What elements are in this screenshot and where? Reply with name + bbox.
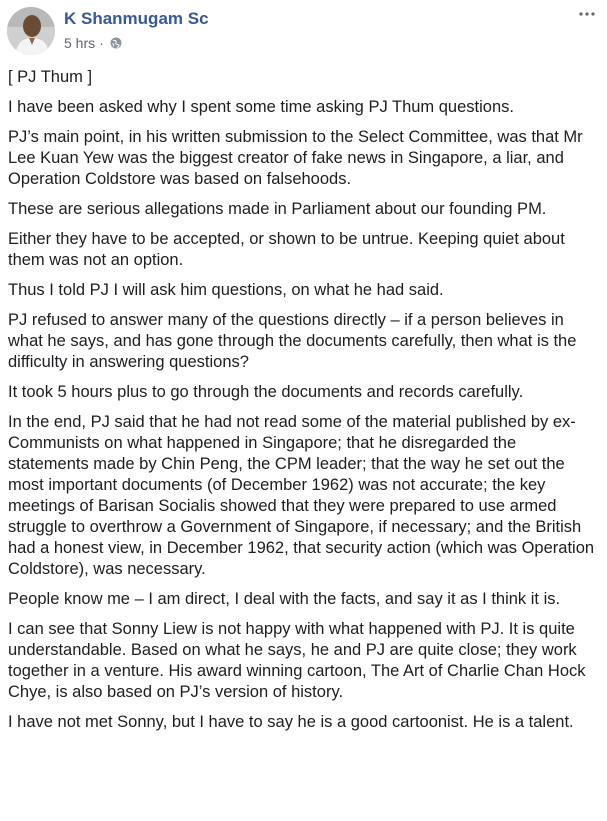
post-body	[8, 67, 600, 742]
post-paragraph: In the end, PJ said that he had not read some of the material published by ex-Communists on what happened in Singapore; that he disregarded the statements made by Chin Peng, the CPM leader; that the way he set out the most important documents (of December 1962) was not accurate; the key meetings of Barisan Socialis showed that they were prepared to use armed struggle to overthrow a Government of Singapore, if necessary; and the British had a honest view, in December 1962, that security action (which was Operation Coldstore), was necessary.	[8, 413, 595, 578]
post-paragraph: It took 5 hours plus to go through the documents and records carefully.	[8, 383, 524, 401]
globe-icon[interactable]	[110, 37, 122, 49]
post-paragraph: I can see that Sonny Liew is not happy with what happened with PJ. It is quite understandable. Based on what he says, he and PJ are quite close; they work together in a venture. His award winning cartoon, The Art of Charlie Chan Hock Chye, is also based on PJ’s version of history.	[8, 620, 586, 701]
post-header	[0, 0, 607, 62]
post-paragraph: I have not met Sonny, but I have to say he is a good cartoonist. He is a talent.	[8, 713, 574, 731]
post-meta	[64, 35, 122, 51]
post-paragraph: PJ refused to answer many of the questions directly – if a person believes in what he says, and has gone through the documents carefully, then what is the difficulty in answering questions?	[8, 311, 577, 371]
post-paragraph: I have been asked why I spent some time asking PJ Thum questions.	[8, 98, 514, 116]
post-paragraph: Either they have to be accepted, or shown to be untrue. Keeping quiet about them was not an option.	[8, 230, 565, 269]
profile-photo-icon	[7, 7, 55, 55]
post-paragraph: These are serious allegations made in Parliament about our founding PM.	[8, 200, 547, 218]
post-paragraph: Thus I told PJ I will ask him questions, on what he had said.	[8, 281, 444, 299]
more-options-icon[interactable]	[579, 10, 595, 18]
meta-separator: ·	[99, 35, 104, 51]
post-paragraph: People know me – I am direct, I deal with the facts, and say it as I think it is.	[8, 590, 561, 608]
author-name[interactable]: K Shanmugam Sc	[64, 9, 209, 28]
post-timestamp[interactable]: 5 hrs	[64, 35, 96, 51]
avatar[interactable]	[7, 7, 55, 55]
post-paragraph: [ PJ Thum ]	[8, 68, 93, 86]
post-paragraph: PJ’s main point, in his written submission to the Select Committee, was that Mr Lee Kuan Yew was the biggest creator of fake news in Singapore, a liar, and Operation Coldstore was based on falsehoods.	[8, 128, 583, 188]
